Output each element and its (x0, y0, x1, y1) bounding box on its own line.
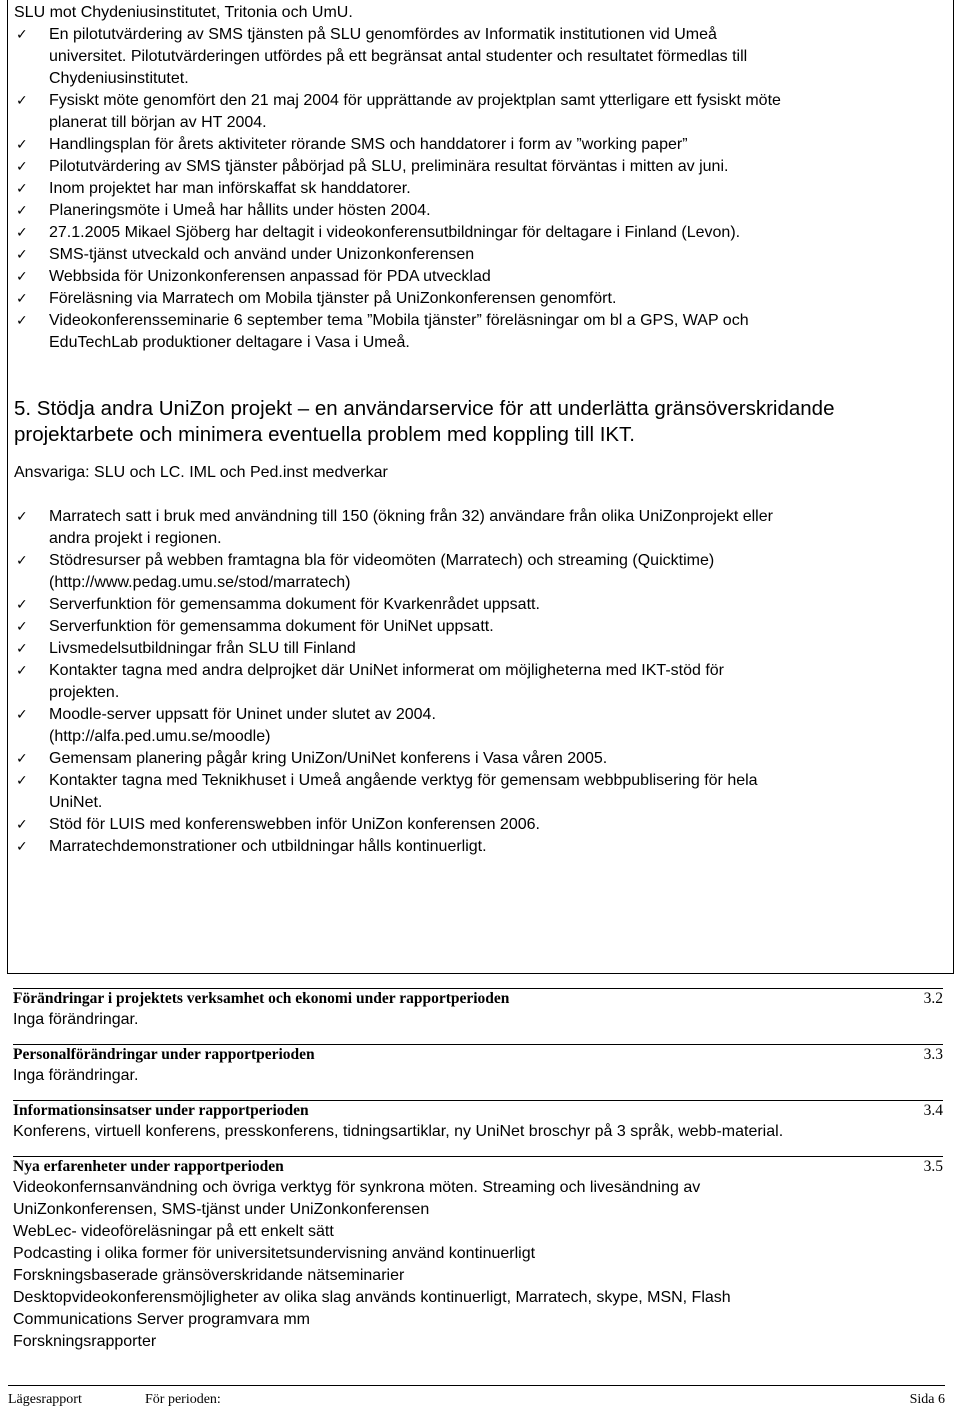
section-number: 3.5 (923, 1158, 943, 1175)
checkmark-icon: ✓ (16, 839, 28, 855)
list-item-text: Livsmedelsutbildningar från SLU till Finland (49, 640, 356, 657)
list-item (14, 506, 939, 550)
responsible-line: Ansvariga: SLU och LC. IML och Ped.inst medverkar (14, 464, 388, 481)
footer-report: Lägesrapport (8, 1392, 82, 1407)
section-body-line: Inga förändringar. (13, 1011, 139, 1028)
section-body-line: Videokonfernsanvändning och övriga verktyg för synkrona möten. Streaming och livesändning av (13, 1179, 701, 1196)
section-body-line: UniZonkonferensen, SMS-tjänst under UniZonkonferensen (13, 1201, 430, 1218)
list-item-text: Serverfunktion för gemensamma dokument för UniNet uppsatt. (49, 618, 494, 635)
list-item (14, 594, 939, 616)
continuation-line: SLU mot Chydeniusinstitutet, Tritonia och UmU. (14, 4, 353, 21)
section-body (13, 1009, 943, 1031)
list-item-text: Fysiskt möte genomfört den 21 maj 2004 för upprättande av projektplan samt ytterligare ett fysiskt möte (49, 92, 781, 109)
list-item-text: 27.1.2005 Mikael Sjöberg har deltagit i videokonferensutbildningar för deltagare i Finland (Levon). (49, 224, 741, 241)
list-item-text: Serverfunktion för gemensamma dokument för Kvarkenrådet uppsatt. (49, 596, 540, 613)
section-body-line: Desktopvideokonferensmöjligheter av olika slag används kontinuerligt, Marratech, skype, MSN, Flash (13, 1289, 731, 1306)
page-footer (8, 1385, 945, 1412)
section-body (13, 1065, 943, 1087)
list-item-text: Handlingsplan för årets aktiviteter rörande SMS och handdatorer i form av ”working paper” (49, 136, 688, 153)
list-item (14, 814, 939, 836)
list-item-text: En pilotutvärdering av SMS tjänsten på SLU genomfördes av Informatik institutionen vid Umeå (49, 26, 717, 43)
list-item (14, 616, 939, 638)
checkmark-icon: ✓ (16, 553, 28, 569)
list-item (14, 638, 939, 660)
checkmark-icon: ✓ (16, 597, 28, 613)
checkmark-icon: ✓ (16, 247, 28, 263)
support-checklist (14, 506, 939, 858)
activity-checklist (14, 24, 939, 354)
section-title: Informationsinsatser under rapportperioden (13, 1102, 309, 1119)
list-item-text: Kontakter tagna med andra delprojket där UniNet informerat om möjligheterna med IKT-stöd för (49, 662, 724, 679)
main-content (14, 2, 939, 858)
section-number: 3.3 (923, 1046, 943, 1063)
list-item-text: Kontakter tagna med Teknikhuset i Umeå angående verktyg för gemensam webbpublisering för hela (49, 772, 758, 789)
section-title: Personalförändringar under rapportperioden (13, 1046, 315, 1063)
list-item-text: Stödresurser på webben framtagna bla för videomöten (Marratech) och streaming (Quicktime) (49, 552, 715, 569)
section-body-line: Forskningsbaserade gränsöverskridande nätseminarier (13, 1267, 405, 1284)
section-body (13, 1121, 943, 1143)
section-5-heading-line-2: projektarbete och minimera eventuella problem med koppling till IKT. (14, 423, 636, 446)
list-item-text: UniNet. (49, 794, 103, 811)
section-number: 3.2 (923, 990, 943, 1007)
section-information (13, 1100, 943, 1143)
checkmark-icon: ✓ (16, 27, 28, 43)
checkmark-icon: ✓ (16, 619, 28, 635)
section-body-line: WebLec- videoföreläsningar på ett enkelt sätt (13, 1223, 334, 1240)
list-item (14, 200, 939, 222)
list-item-text: Videokonferensseminarie 6 september tema ”Mobila tjänster” föreläsningar om bl a GPS, WAP och (49, 312, 749, 329)
checkmark-icon: ✓ (16, 93, 28, 109)
list-item-text: (http://www.pedag.umu.se/stod/marratech) (49, 574, 351, 591)
section-body-line: Konferens, virtuell konferens, presskonferens, tidningsartiklar, ny UniNet broschyr på 3 språk, webb-material. (13, 1123, 784, 1140)
list-item (14, 748, 939, 770)
list-item-text: Moodle-server uppsatt för Uninet under slutet av 2004. (49, 706, 436, 723)
checkmark-icon: ✓ (16, 313, 28, 329)
footer-period: För perioden: (145, 1392, 221, 1407)
checkmark-icon: ✓ (16, 707, 28, 723)
section-body (13, 1177, 943, 1353)
list-item-text: Webbsida för Unizonkonferensen anpassad för PDA utvecklad (49, 268, 491, 285)
list-item-text: planerat till början av HT 2004. (49, 114, 267, 131)
checkmark-icon: ✓ (16, 225, 28, 241)
list-item-text: universitet. Pilotutvärderingen utfördes på ett begränsat antal studenter och resultatet förmedlas till (49, 48, 748, 65)
section-changes (13, 988, 943, 1031)
checkmark-icon: ✓ (16, 159, 28, 175)
list-item (14, 156, 939, 178)
list-item-text: Pilotutvärdering av SMS tjänster påbörjad på SLU, preliminära resultat förväntas i mitten av juni. (49, 158, 729, 175)
list-item (14, 288, 939, 310)
list-item (14, 704, 939, 748)
section-body-line: Communications Server programvara mm (13, 1311, 310, 1328)
section-body-line: Forskningsrapporter (13, 1333, 157, 1350)
section-title: Nya erfarenheter under rapportperioden (13, 1158, 284, 1175)
list-item (14, 222, 939, 244)
checkmark-icon: ✓ (16, 663, 28, 679)
section-experiences (13, 1156, 943, 1353)
section-body-line: Podcasting i olika former för universitetsundervisning använd kontinuerligt (13, 1245, 536, 1262)
list-item-text: Chydeniusinstitutet. (49, 70, 189, 87)
list-item-text: Gemensam planering pågår kring UniZon/UniNet konferens i Vasa våren 2005. (49, 750, 608, 767)
list-item-text: andra projekt i regionen. (49, 530, 222, 547)
checkmark-icon: ✓ (16, 817, 28, 833)
checkmark-icon: ✓ (16, 181, 28, 197)
checkmark-icon: ✓ (16, 751, 28, 767)
list-item-text: projekten. (49, 684, 120, 701)
list-item-text: EduTechLab produktioner deltagare i Vasa i Umeå. (49, 334, 410, 351)
list-item (14, 134, 939, 156)
checkmark-icon: ✓ (16, 291, 28, 307)
list-item (14, 836, 939, 858)
checkmark-icon: ✓ (16, 269, 28, 285)
list-item-text: SMS-tjänst utveckald och använd under Unizonkonferensen (49, 246, 475, 263)
list-item-text: Inom projektet har man införskaffat sk handdatorer. (49, 180, 411, 197)
list-item (14, 178, 939, 200)
checkmark-icon: ✓ (16, 509, 28, 525)
list-item-text: Stöd för LUIS med konferenswebben inför UniZon konferensen 2006. (49, 816, 540, 833)
list-item-text: Marratech satt i bruk med användning till 150 (ökning från 32) användare från olika UniZonprojekt eller (49, 508, 773, 525)
checkmark-icon: ✓ (16, 773, 28, 789)
list-item-text: (http://alfa.ped.umu.se/moodle) (49, 728, 271, 745)
list-item (14, 550, 939, 594)
checkmark-icon: ✓ (16, 137, 28, 153)
checkmark-icon: ✓ (16, 203, 28, 219)
list-item (14, 90, 939, 134)
list-item-text: Marratechdemonstrationer och utbildningar hålls kontinuerligt. (49, 838, 487, 855)
section-body-line: Inga förändringar. (13, 1067, 139, 1084)
section-5-heading-line-1: 5. Stödja andra UniZon projekt – en användarservice för att underlätta gränsöverskridande (14, 397, 835, 420)
footer-page-number: Sida 6 (909, 1392, 945, 1407)
list-item-text: Föreläsning via Marratech om Mobila tjänster på UniZonkonferensen genomfört. (49, 290, 617, 307)
list-item (14, 310, 939, 354)
list-item (14, 24, 939, 90)
list-item-text: Planeringsmöte i Umeå har hållits under hösten 2004. (49, 202, 431, 219)
list-item (14, 770, 939, 814)
section-number: 3.4 (923, 1102, 943, 1119)
section-personnel (13, 1044, 943, 1087)
section-title: Förändringar i projektets verksamhet och ekonomi under rapportperioden (13, 990, 510, 1007)
checkmark-icon: ✓ (16, 641, 28, 657)
list-item (14, 266, 939, 288)
list-item (14, 244, 939, 266)
list-item (14, 660, 939, 704)
